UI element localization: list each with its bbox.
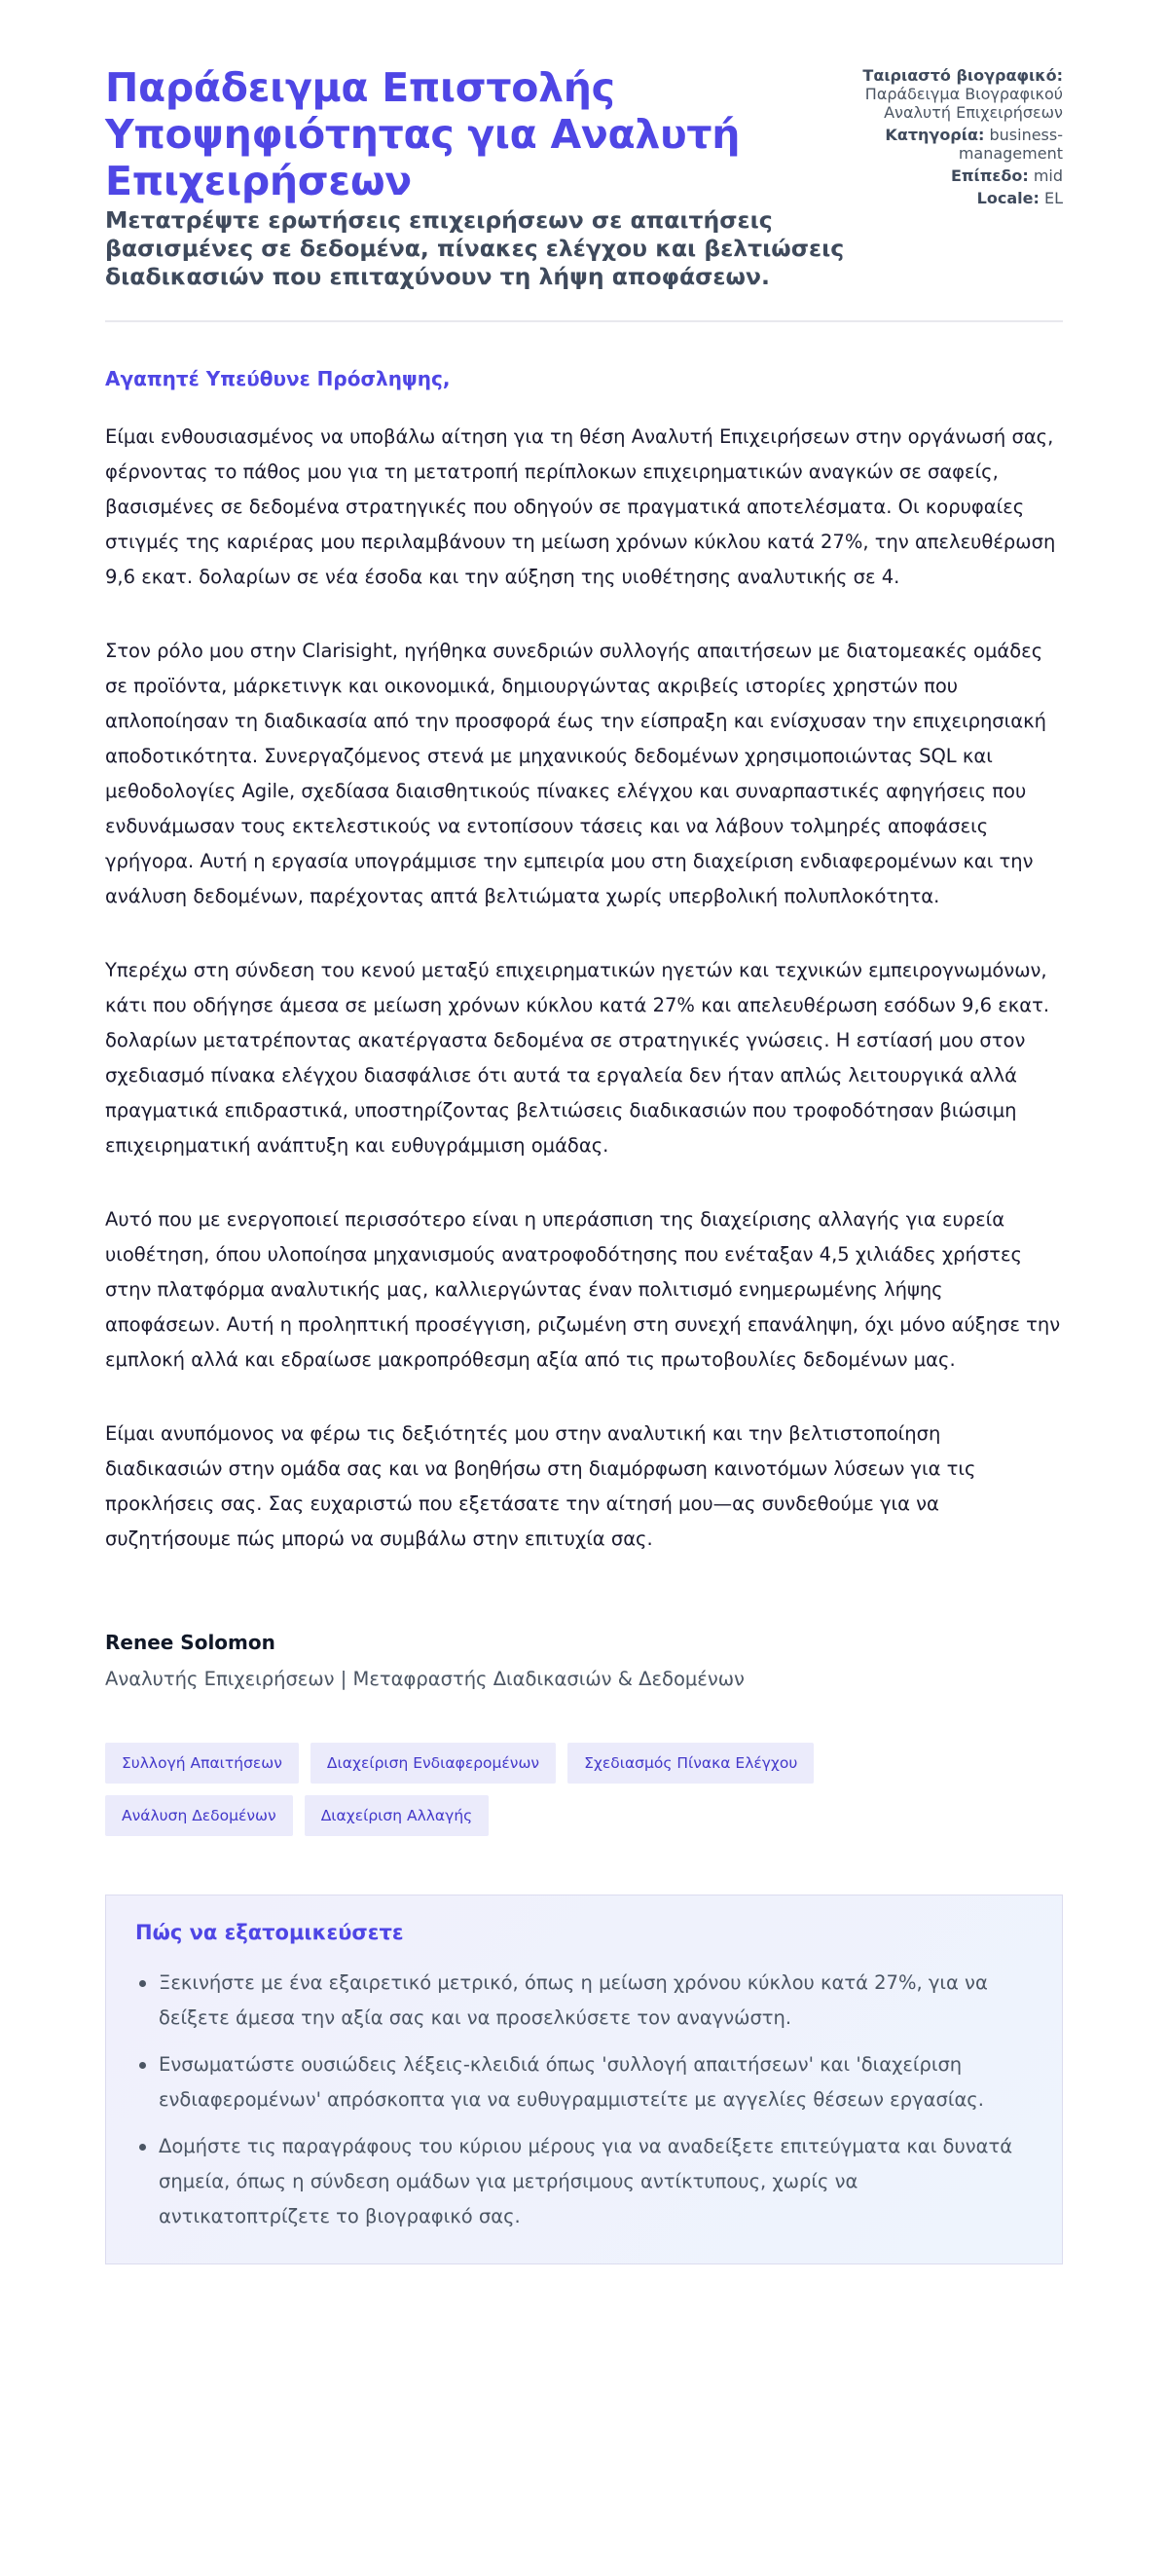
meta-locale <box>849 189 1063 207</box>
bullet-icon <box>139 2144 146 2151</box>
meta-locale-label: Locale: <box>976 189 1040 207</box>
meta-category-value: business-management <box>958 126 1063 163</box>
tip-item <box>135 2129 1033 2234</box>
skill-tag: Σχεδιασμός Πίνακα Ελέγχου <box>567 1743 814 1784</box>
letter-body <box>105 367 1063 1557</box>
page-subtitle: Μετατρέψτε ερωτήσεις επιχειρήσεων σε απαιτήσεις βασισμένες σε δεδομένα, πίνακες ελέγχου και βελτιώσεις διαδικασιών που επιταχύνουν τη λήψη αποφάσεων. <box>105 206 845 290</box>
letter-paragraph: Στον ρόλο μου στην Clarisight, ηγήθηκα συνεδριών συλλογής απαιτήσεων με διατομεακές ομάδες σε προϊόντα, μάρκετινγκ και οικονομικά, δημιουργώντας ακριβείς ιστορίες χρηστών που απλοποίησαν τη διαδικασία από την προσφορά έως την είσπραξη και ενίσχυσαν την επιχειρησιακή αποδοτικότητα. Συνεργαζόμενος στενά με μηχανικούς δεδομένων χρησιμοποιώντας SQL και μεθοδολογίες Agile, σχεδίασα διαισθητικούς πίνακες ελέγχου και συναρπαστικές αφηγήσεις που ενδυνάμωσαν τους εκτελεστικούς να εντοπίσουν τάσεις και να λάβουν τολμηρές αποφάσεις γρήγορα. Αυτή η εργασία υπογράμμισε την εμπειρία μου στη διαχείριση ενδιαφερομένων και την ανάλυση δεδομένων, παρέχοντας απτά βελτιώματα χωρίς υπερβολική πολυπλοκότητα. <box>105 640 1046 907</box>
skill-tag: Διαχείριση Αλλαγής <box>305 1795 490 1836</box>
skill-tag: Συλλογή Απαιτήσεων <box>105 1743 299 1784</box>
signature-title: Αναλυτής Επιχειρήσεων | Μεταφραστής Διαδικασιών & Δεδομένων <box>105 1668 745 1690</box>
tip-text: Ξεκινήστε με ένα εξαιρετικό μετρικό, όπως η μείωση χρόνου κύκλου κατά 27%, για να δείξετε άμεσα την αξία σας και να προσελκύσετε τον αναγνώστη. <box>159 1971 988 2029</box>
meta-level-value: mid <box>1033 166 1063 185</box>
signature <box>105 1631 1063 1690</box>
skill-tag: Διαχείριση Ενδιαφερομένων <box>310 1743 556 1784</box>
tips-list <box>135 1966 1033 2234</box>
skill-tags <box>105 1743 903 1836</box>
meta-category-label: Κατηγορία: <box>885 126 985 144</box>
skill-tag: Ανάλυση Δεδομένων <box>105 1795 293 1836</box>
meta-resume <box>849 66 1063 122</box>
meta-level-label: Επίπεδο: <box>950 166 1029 185</box>
meta-level <box>849 166 1063 185</box>
meta-category <box>849 126 1063 163</box>
bullet-icon <box>139 2062 146 2069</box>
letter-paragraph: Υπερέχω στη σύνδεση του κενού μεταξύ επιχειρηματικών ηγετών και τεχνικών εμπειρογνωμόνων, κάτι που οδήγησε άμεσα σε μείωση χρόνων κύκλου κατά 27% και απελευθέρωση εσόδων 9,6 εκατ. δολαρίων μετατρέποντας ακατέργαστα δεδομένα σε στρατηγικές γνώσεις. Η εστίασή μου στον σχεδιασμό πίνακα ελέγχου διασφάλισε ότι αυτά τα εργαλεία δεν ήταν απλώς λειτουργικά αλλά πραγματικά επιδραστικά, υποστηρίζοντας βελτιώσεις διαδικασιών που τροφοδότησαν βιώσιμη επιχειρηματική ανάπτυξη και ευθυγράμμιση ομάδας. <box>105 959 1050 1157</box>
page-title: Παράδειγμα Επιστολής Υποψηφιότητας για Αναλυτή Επιχειρήσεων <box>105 64 741 204</box>
greeting: Αγαπητέ Υπεύθυνε Πρόσληψης, <box>105 367 451 390</box>
letter-paragraph: Είμαι ενθουσιασμένος να υποβάλω αίτηση για τη θέση Αναλυτή Επιχειρήσεων στην οργάνωσή σας, φέρνοντας το πάθος μου για τη μετατροπή περίπλοκων επιχειρηματικών αναγκών σε σαφείς, βασισμένες σε δεδομένα στρατηγικές που οδηγούν σε πραγματικά αποτελέσματα. Οι κορυφαίες στιγμές της καριέρας μου περιλαμβάνουν τη μείωση χρόνων κύκλου κατά 27%, την απελευθέρωση 9,6 εκατ. δολαρίων σε νέα έσοδα και την αύξηση της υιοθέτησης αναλυτικής σε 4. <box>105 425 1056 588</box>
tip-text: Ενσωματώστε ουσιώδεις λέξεις-κλειδιά όπως 'συλλογή απαιτήσεων' και 'διαχείριση ενδιαφερομένων' απρόσκοπτα για να ευθυγραμμιστείτε με αγγελίες θέσεων εργασίας. <box>159 2053 984 2111</box>
tip-item <box>135 2047 1033 2117</box>
bullet-icon <box>139 1980 146 1987</box>
meta-panel <box>849 66 1063 211</box>
tip-item <box>135 1966 1033 2036</box>
meta-resume-value: Παράδειγμα Βιογραφικού Αναλυτή Επιχειρήσεων <box>864 85 1063 122</box>
signature-name: Renee Solomon <box>105 1631 275 1654</box>
tip-text: Δομήστε τις παραγράφους του κύριου μέρους για να αναδείξετε επιτεύγματα και δυνατά σημεία, όπως η σύνδεση ομάδων για μετρήσιμους αντίκτυπους, χωρίς να αντικατοπτρίζετε το βιογραφικό σας. <box>159 2135 1013 2227</box>
letter-paragraph: Αυτό που με ενεργοποιεί περισσότερο είναι η υπεράσπιση της διαχείρισης αλλαγής για ευρεία υιοθέτηση, όπου υλοποίησα μηχανισμούς ανατροφοδότησης που ενέταξαν 4,5 χιλιάδες χρήστες στην πλατφόρμα αναλυτικής μας, καλλιεργώντας έναν πολιτισμό ενημερωμένης λήψης αποφάσεων. Αυτή η προληπτική προσέγγιση, ριζωμένη στη συνεχή επανάληψη, όχι μόνο αύξησε την εμπλοκή αλλά και εδραίωσε μακροπρόθεσμη αξία από τις πρωτοβουλίες δεδομένων μας. <box>105 1208 1061 1371</box>
meta-resume-label: Ταιριαστό βιογραφικό: <box>862 66 1063 85</box>
customization-tips <box>105 1895 1063 2264</box>
page-header <box>105 64 1063 322</box>
tips-title: Πώς να εξατομικεύσετε <box>135 1921 404 1944</box>
letter-paragraph: Είμαι ανυπόμονος να φέρω τις δεξιότητές μου στην αναλυτική και την βελτιστοποίηση διαδικασιών στην ομάδα σας και να βοηθήσω στη διαμόρφωση καινοτόμων λύσεων για τις προκλήσεις σας. Σας ευχαριστώ που εξετάσατε την αίτησή μου—ας συνδεθούμε για να συζητήσουμε πώς μπορώ να συμβάλω στην επιτυχία σας. <box>105 1422 976 1550</box>
meta-locale-value: EL <box>1043 189 1063 207</box>
header-titles <box>105 64 845 291</box>
